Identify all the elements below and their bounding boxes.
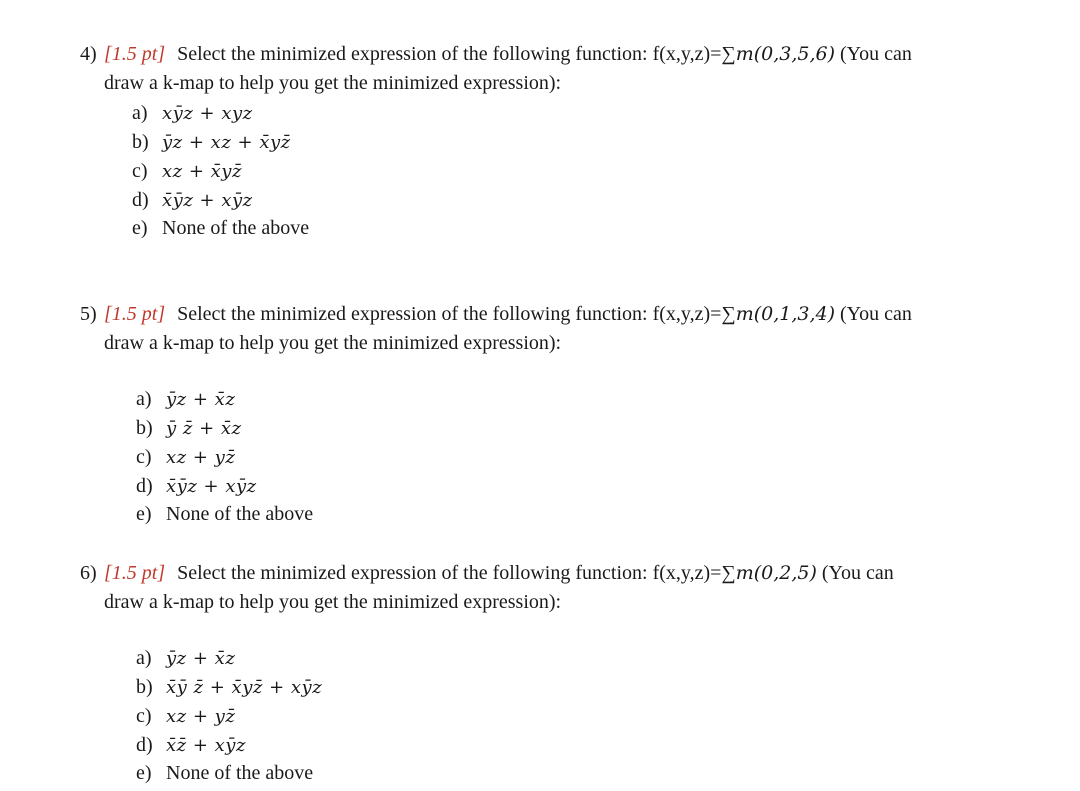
prompt-continuation: draw a k-map to help you get the minimized expression):	[104, 591, 562, 613]
option-expression: ȳ z̄ + x̄z	[166, 418, 242, 439]
option-expression: x̄z̄ + xȳz	[166, 735, 246, 756]
question-prompt	[80, 42, 912, 66]
option-label: b)	[132, 131, 149, 153]
question-number: 6)	[80, 562, 97, 584]
question-prompt	[80, 302, 912, 326]
prompt-continuation: draw a k-map to help you get the minimized expression):	[104, 332, 562, 354]
prompt-suffix: (You can	[835, 43, 912, 65]
option-label: e)	[132, 217, 148, 239]
sigma-symbol: ∑	[721, 303, 736, 325]
option-expression: xz + yz̄	[166, 447, 236, 468]
sigma-symbol: ∑	[721, 43, 736, 65]
question-prompt	[80, 561, 894, 585]
option-label: a)	[136, 647, 152, 669]
option-e[interactable]	[136, 761, 313, 785]
option-d[interactable]	[132, 188, 253, 213]
option-expression: xz + yz̄	[166, 706, 236, 727]
option-d[interactable]	[136, 733, 246, 758]
option-a[interactable]	[136, 646, 235, 671]
minterm-list: m(0,2,5)	[735, 562, 817, 584]
option-label: c)	[132, 160, 148, 182]
points-label: [1.5 pt]	[104, 562, 166, 584]
question-number: 4)	[80, 43, 97, 65]
option-expression: x̄ȳ z̄ + x̄yz̄ + xȳz	[166, 677, 323, 698]
option-label: b)	[136, 417, 153, 439]
option-c[interactable]	[136, 445, 235, 470]
minterm-list: m(0,3,5,6)	[735, 43, 836, 65]
option-c[interactable]	[136, 704, 235, 729]
option-expression: xz + x̄yz̄	[162, 161, 242, 182]
prompt-text: Select the minimized expression of the following function: f(x,y,z)=	[177, 562, 722, 584]
option-b[interactable]	[136, 675, 322, 700]
option-expression: xȳz + xyz	[162, 103, 253, 124]
option-label: d)	[136, 734, 153, 756]
option-a[interactable]	[132, 101, 253, 126]
option-expression: ȳz + x̄z	[166, 389, 236, 410]
option-expression: ȳz + x̄z	[166, 648, 236, 669]
option-expression: x̄ȳz + xȳz	[166, 476, 257, 497]
question-number: 5)	[80, 303, 97, 325]
prompt-text: Select the minimized expression of the following function: f(x,y,z)=	[177, 43, 722, 65]
prompt-text: Select the minimized expression of the following function: f(x,y,z)=	[177, 303, 722, 325]
option-label: e)	[136, 762, 152, 784]
option-a[interactable]	[136, 387, 235, 412]
prompt-suffix: (You can	[816, 562, 894, 584]
option-b[interactable]	[136, 416, 242, 441]
option-label: a)	[132, 102, 148, 124]
prompt-suffix: (You can	[835, 303, 912, 325]
option-label: c)	[136, 705, 152, 727]
option-text: None of the above	[166, 503, 314, 525]
prompt-continuation: draw a k-map to help you get the minimized expression):	[104, 72, 562, 94]
option-label: d)	[136, 475, 153, 497]
option-expression: x̄ȳz + xȳz	[162, 190, 253, 211]
minterm-list: m(0,1,3,4)	[735, 303, 836, 325]
option-d[interactable]	[136, 474, 257, 499]
points-label: [1.5 pt]	[104, 303, 166, 325]
option-text: None of the above	[162, 217, 310, 239]
option-text: None of the above	[166, 762, 314, 784]
option-expression: ȳz + xz + x̄yz̄	[162, 132, 291, 153]
option-label: e)	[136, 503, 152, 525]
option-label: a)	[136, 388, 152, 410]
option-label: b)	[136, 676, 153, 698]
points-label: [1.5 pt]	[104, 43, 166, 65]
option-e[interactable]	[132, 216, 309, 240]
option-c[interactable]	[132, 159, 242, 184]
option-label: d)	[132, 189, 149, 211]
option-b[interactable]	[132, 130, 291, 155]
option-label: c)	[136, 446, 152, 468]
sigma-symbol: ∑	[721, 562, 736, 584]
option-e[interactable]	[136, 502, 313, 526]
